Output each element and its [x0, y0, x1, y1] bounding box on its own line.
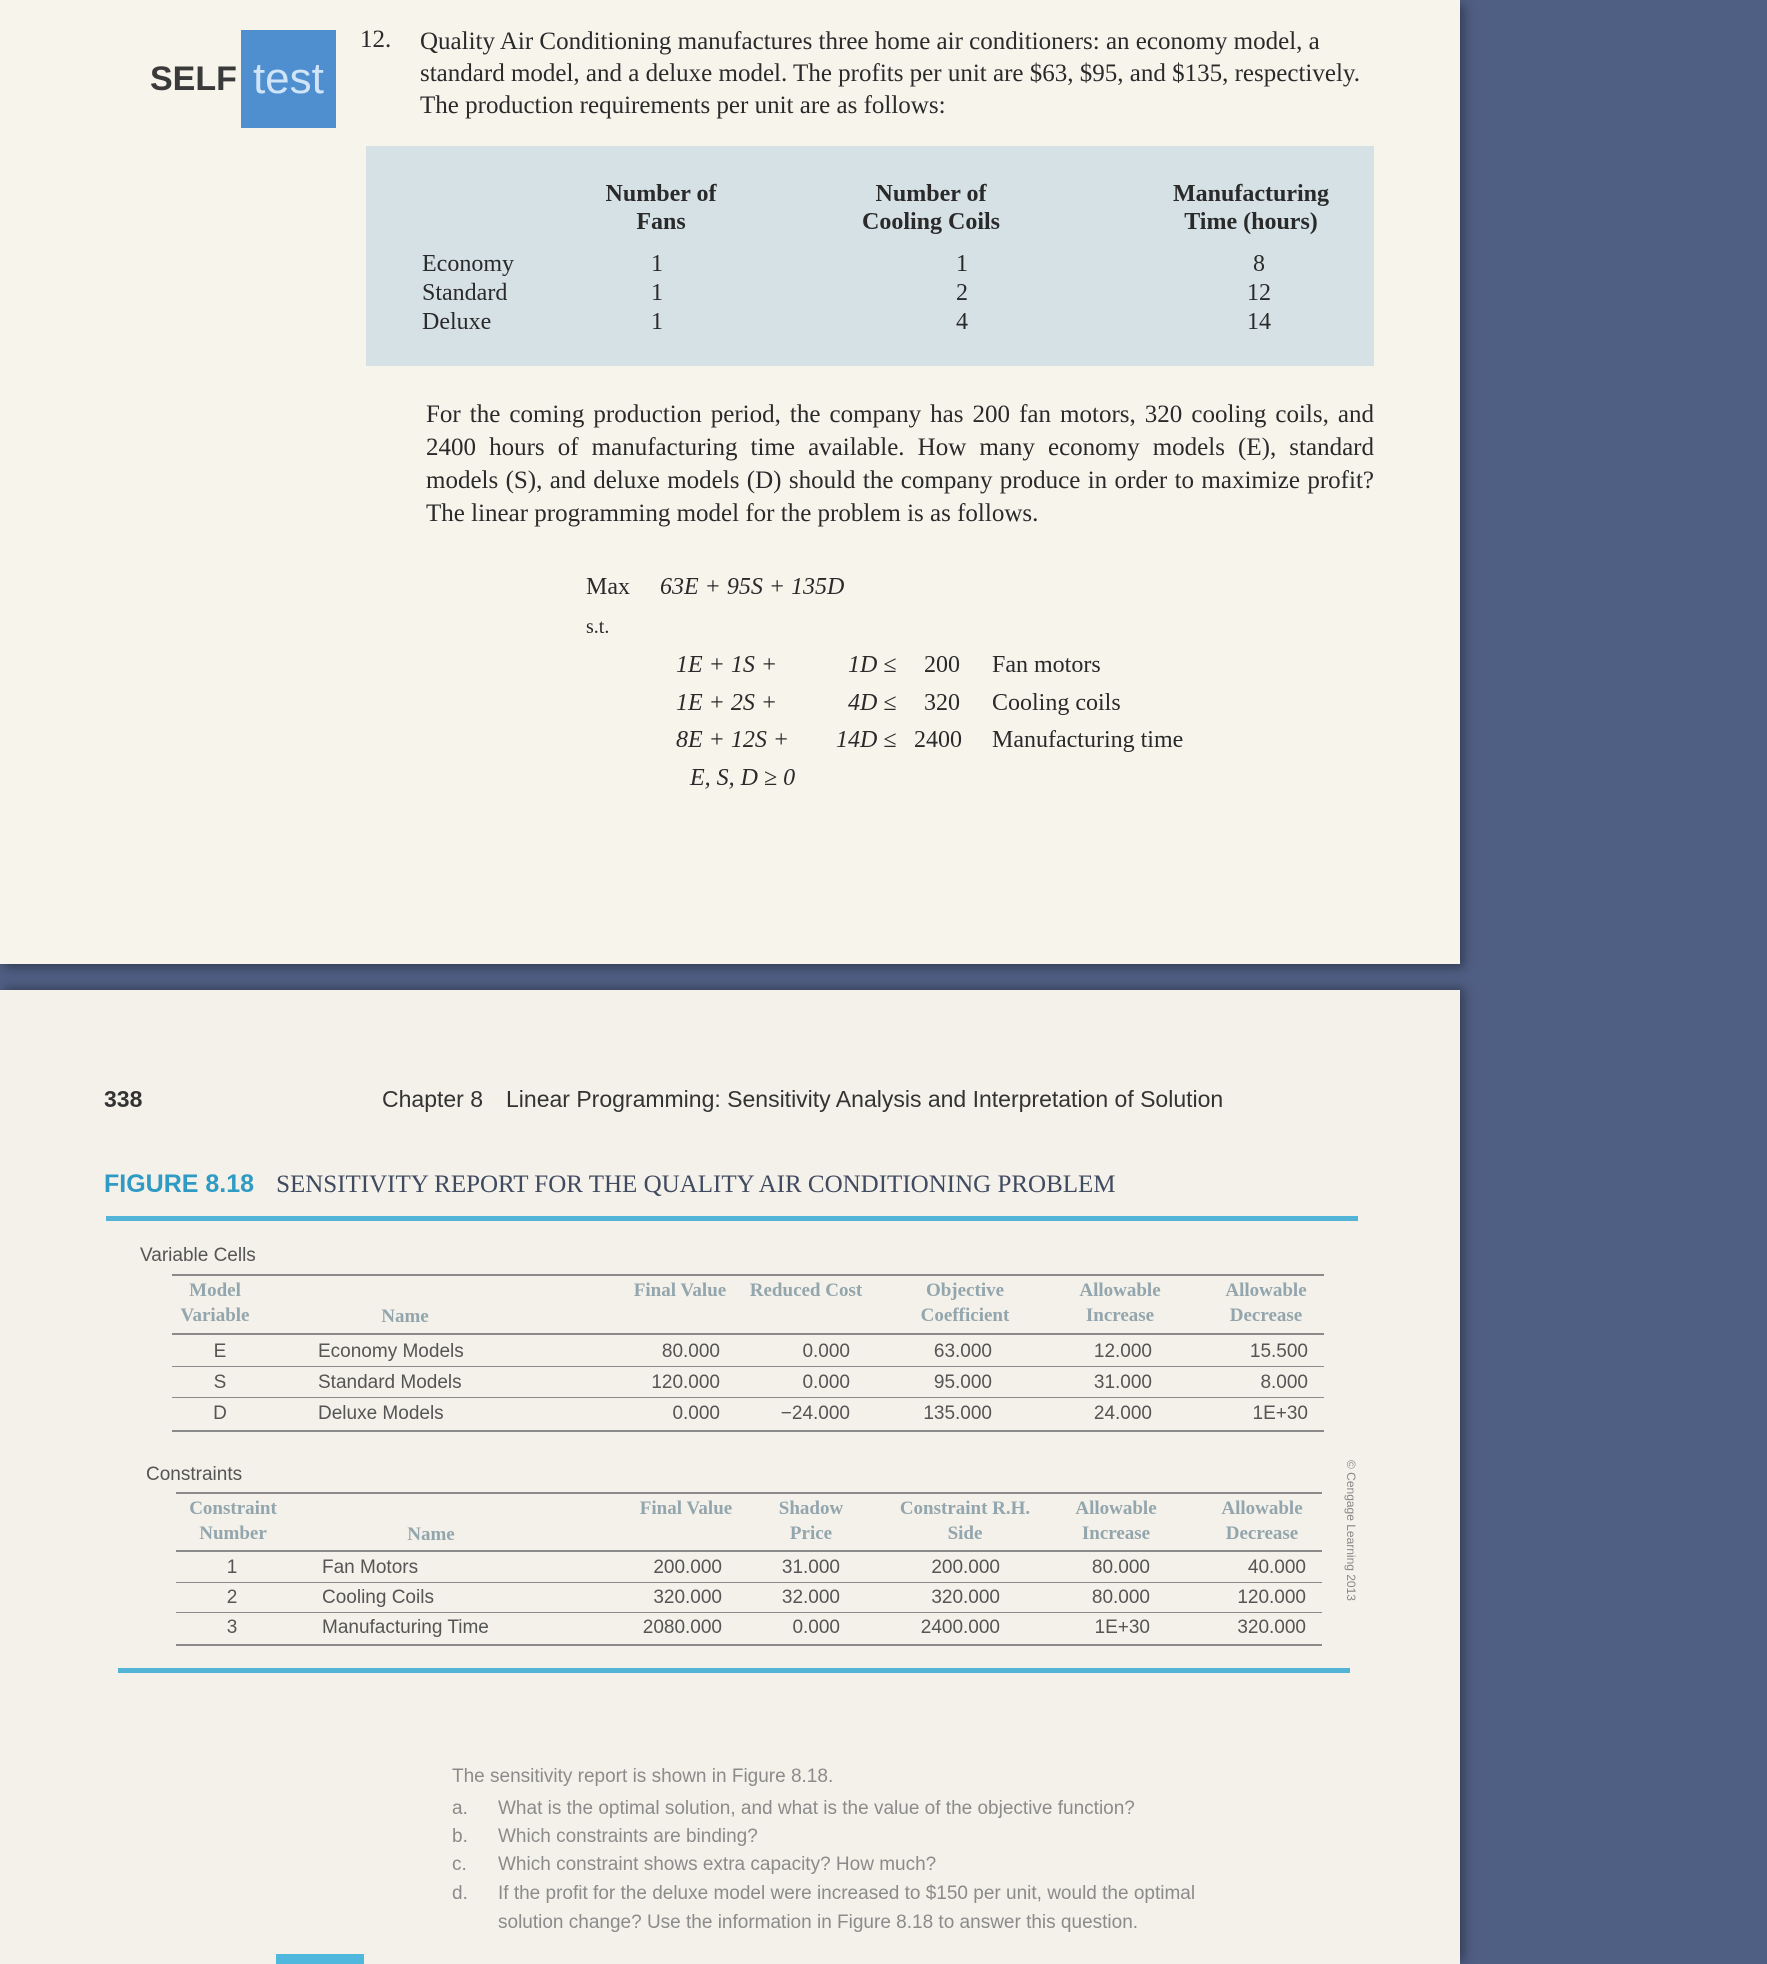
- problem-text: Quality Air Conditioning manufactures three home air conditioners: an economy model, a standard model, and a deluxe model. The profits per unit are $63, $95, and $135, respectively. The production requirements per unit are as follows:: [420, 28, 1361, 119]
- cell-time: 14: [1247, 309, 1271, 335]
- allowable-decrease-cell: 320.000: [1237, 1617, 1306, 1638]
- cell-fans: 1: [651, 280, 663, 306]
- header-time: Manufacturing Time (hours): [1173, 181, 1329, 235]
- variable-cell: E: [213, 1341, 227, 1362]
- col-objective-coefficient: Objective Coefficient: [920, 1280, 1010, 1326]
- col-constraint-number: Constraint Number: [189, 1498, 277, 1544]
- max-label: Max: [586, 574, 630, 600]
- constraint-rhs: 320: [924, 690, 960, 716]
- name-cell: Manufacturing Time: [322, 1617, 489, 1638]
- cell-coils: 1: [956, 251, 968, 277]
- col-shadow-price: Shadow Price: [778, 1498, 844, 1544]
- question-letter: a.: [452, 1798, 468, 1819]
- variable-cell: D: [213, 1403, 227, 1424]
- constraint-d-term: 1D ≤: [848, 652, 897, 678]
- constraint-rhs-cell: 200.000: [931, 1557, 1000, 1578]
- table-rule: [172, 1333, 1324, 1335]
- col-final-value: Final Value: [633, 1280, 727, 1301]
- header-coils: Number of Cooling Coils: [861, 181, 1001, 235]
- constraint-rhs: 200: [924, 652, 960, 678]
- variable-cells-label: Variable Cells: [140, 1245, 256, 1266]
- final-value-cell: 200.000: [653, 1557, 722, 1578]
- constraint-rhs-cell: 320.000: [931, 1587, 1000, 1608]
- top-page: [0, 0, 1460, 964]
- allowable-increase-cell: 12.000: [1093, 1341, 1152, 1362]
- col-constraint-rhs: Constraint R.H. Side: [899, 1498, 1031, 1544]
- cell-coils: 4: [956, 309, 968, 335]
- constraint-number-cell: 3: [226, 1617, 238, 1638]
- objective-function: 63E + 95S + 135D: [660, 574, 845, 600]
- constraint-label: Manufacturing time: [992, 727, 1184, 753]
- question-text: What is the optimal solution, and what is the value of the objective function?: [498, 1798, 1135, 1819]
- figure-title: [104, 1170, 1116, 1199]
- nonnegativity: E, S, D ≥ 0: [690, 765, 796, 791]
- test-label: test: [241, 30, 336, 128]
- objective-coefficient-cell: 63.000: [933, 1341, 992, 1362]
- final-value-cell: 0.000: [672, 1403, 720, 1424]
- cell-fans: 1: [651, 251, 663, 277]
- allowable-decrease-cell: 15.500: [1249, 1341, 1308, 1362]
- allowable-decrease-cell: 1E+30: [1252, 1403, 1308, 1424]
- reduced-cost-cell: 0.000: [802, 1372, 850, 1393]
- allowable-decrease-cell: 8.000: [1260, 1372, 1308, 1393]
- variable-cell: S: [213, 1372, 227, 1393]
- allowable-increase-cell: 31.000: [1093, 1372, 1152, 1393]
- row-rule: [172, 1366, 1324, 1367]
- constraints-label: Constraints: [146, 1464, 243, 1485]
- final-value-cell: 120.000: [651, 1372, 720, 1393]
- cell-time: 12: [1247, 280, 1271, 306]
- row-model: Standard: [422, 280, 508, 306]
- figure-label: FIGURE 8.18: [104, 1170, 255, 1198]
- table-rule: [172, 1274, 1324, 1276]
- row-rule: [172, 1397, 1324, 1398]
- reduced-cost-cell: 0.000: [802, 1341, 850, 1362]
- constraint-lhs: 8E + 12S +: [676, 727, 790, 753]
- constraint-rhs-cell: 2400.000: [920, 1617, 1000, 1638]
- constraint-d-term: 4D ≤: [848, 690, 897, 716]
- col-allowable-increase: Allowable Increase: [1075, 1498, 1157, 1544]
- self-test-badge: [150, 30, 336, 128]
- question-letter: c.: [452, 1854, 467, 1875]
- constraint-label: Fan motors: [992, 652, 1101, 678]
- table-rule: [176, 1644, 1322, 1646]
- objective-coefficient-cell: 135.000: [923, 1403, 992, 1424]
- reduced-cost-cell: −24.000: [780, 1403, 850, 1424]
- figure-caption: SENSITIVITY REPORT FOR THE QUALITY AIR CONDITIONING PROBLEM: [276, 1171, 1116, 1198]
- constraint-lhs: 1E + 1S +: [676, 652, 778, 678]
- chapter-number: Chapter 8: [382, 1086, 484, 1112]
- copyright-note: © Cengage Learning 2013: [1344, 1460, 1358, 1601]
- question-letter: d.: [452, 1883, 468, 1904]
- allowable-increase-cell: 80.000: [1091, 1557, 1150, 1578]
- col-final-value: Final Value: [639, 1498, 733, 1519]
- allowable-increase-cell: 80.000: [1091, 1587, 1150, 1608]
- allowable-increase-cell: 1E+30: [1094, 1617, 1150, 1638]
- final-value-cell: 2080.000: [642, 1617, 722, 1638]
- question-text: Which constraint shows extra capacity? How much?: [498, 1854, 937, 1875]
- header-fans: Number of Fans: [605, 181, 717, 235]
- constraint-lhs: 1E + 2S +: [676, 690, 778, 716]
- shadow-price-cell: 32.000: [781, 1587, 840, 1608]
- constraint-number-cell: 1: [226, 1557, 238, 1578]
- page-number: 338: [104, 1086, 143, 1112]
- st-label: s.t.: [586, 616, 610, 638]
- name-cell: Cooling Coils: [322, 1587, 434, 1608]
- table-rule: [176, 1492, 1322, 1494]
- name-cell: Standard Models: [318, 1372, 462, 1393]
- allowable-increase-cell: 24.000: [1093, 1403, 1152, 1424]
- constraint-number-cell: 2: [226, 1587, 238, 1608]
- chapter-title: Linear Programming: Sensitivity Analysis and Interpretation of Solution: [506, 1086, 1224, 1112]
- requirements-table: [366, 146, 1374, 366]
- constraint-label: Cooling coils: [992, 690, 1121, 716]
- col-model-variable: Model Variable: [180, 1280, 250, 1326]
- name-cell: Deluxe Models: [318, 1403, 444, 1424]
- col-allowable-decrease: Allowable Decrease: [1225, 1280, 1307, 1326]
- table-rule: [176, 1550, 1322, 1552]
- row-model: Deluxe: [422, 309, 492, 335]
- col-name: Name: [407, 1524, 455, 1545]
- question-text: solution change? Use the information in Figure 8.18 to answer this question.: [498, 1912, 1139, 1933]
- self-label: SELF: [150, 59, 237, 98]
- col-allowable-increase: Allowable Increase: [1079, 1280, 1161, 1326]
- figure-bottom-rule: [118, 1668, 1350, 1673]
- figure-top-rule: [106, 1216, 1358, 1221]
- questions-intro: The sensitivity report is shown in Figure 8.18.: [452, 1766, 834, 1787]
- shadow-price-cell: 31.000: [781, 1557, 840, 1578]
- cell-time: 8: [1253, 251, 1265, 277]
- cell-fans: 1: [651, 309, 663, 335]
- col-reduced-cost: Reduced Cost: [749, 1280, 863, 1301]
- objective-coefficient-cell: 95.000: [933, 1372, 992, 1393]
- question-text: Which constraints are binding?: [498, 1826, 758, 1847]
- row-model: Economy: [422, 251, 514, 277]
- question-letter: b.: [452, 1826, 468, 1847]
- shadow-price-cell: 0.000: [792, 1617, 840, 1638]
- constraint-d-term: 14D ≤: [836, 727, 897, 753]
- row-rule: [176, 1612, 1322, 1613]
- col-name: Name: [381, 1306, 429, 1327]
- allowable-decrease-cell: 120.000: [1237, 1587, 1306, 1608]
- col-allowable-decrease: Allowable Decrease: [1221, 1498, 1303, 1544]
- allowable-decrease-cell: 40.000: [1247, 1557, 1306, 1578]
- constraint-rhs: 2400: [914, 727, 962, 753]
- name-cell: Economy Models: [318, 1341, 464, 1362]
- production-paragraph: For the coming production period, the company has 200 fan motors, 320 cooling coils, and 2400 hours of manufacturing time available. How many economy models (E), standard models (S), and deluxe models (D) should the company produce in order to maximize profit? The linear programming model for the problem is as follows.: [426, 401, 1374, 527]
- question-text: If the profit for the deluxe model were increased to $150 per unit, would the optimal: [498, 1883, 1196, 1904]
- row-rule: [176, 1582, 1322, 1583]
- final-value-cell: 320.000: [653, 1587, 722, 1608]
- name-cell: Fan Motors: [322, 1557, 419, 1578]
- problem-number: 12.: [360, 26, 392, 53]
- table-rule: [172, 1430, 1324, 1432]
- next-problem-marker: [276, 1954, 364, 1964]
- final-value-cell: 80.000: [661, 1341, 720, 1362]
- cell-coils: 2: [956, 280, 968, 306]
